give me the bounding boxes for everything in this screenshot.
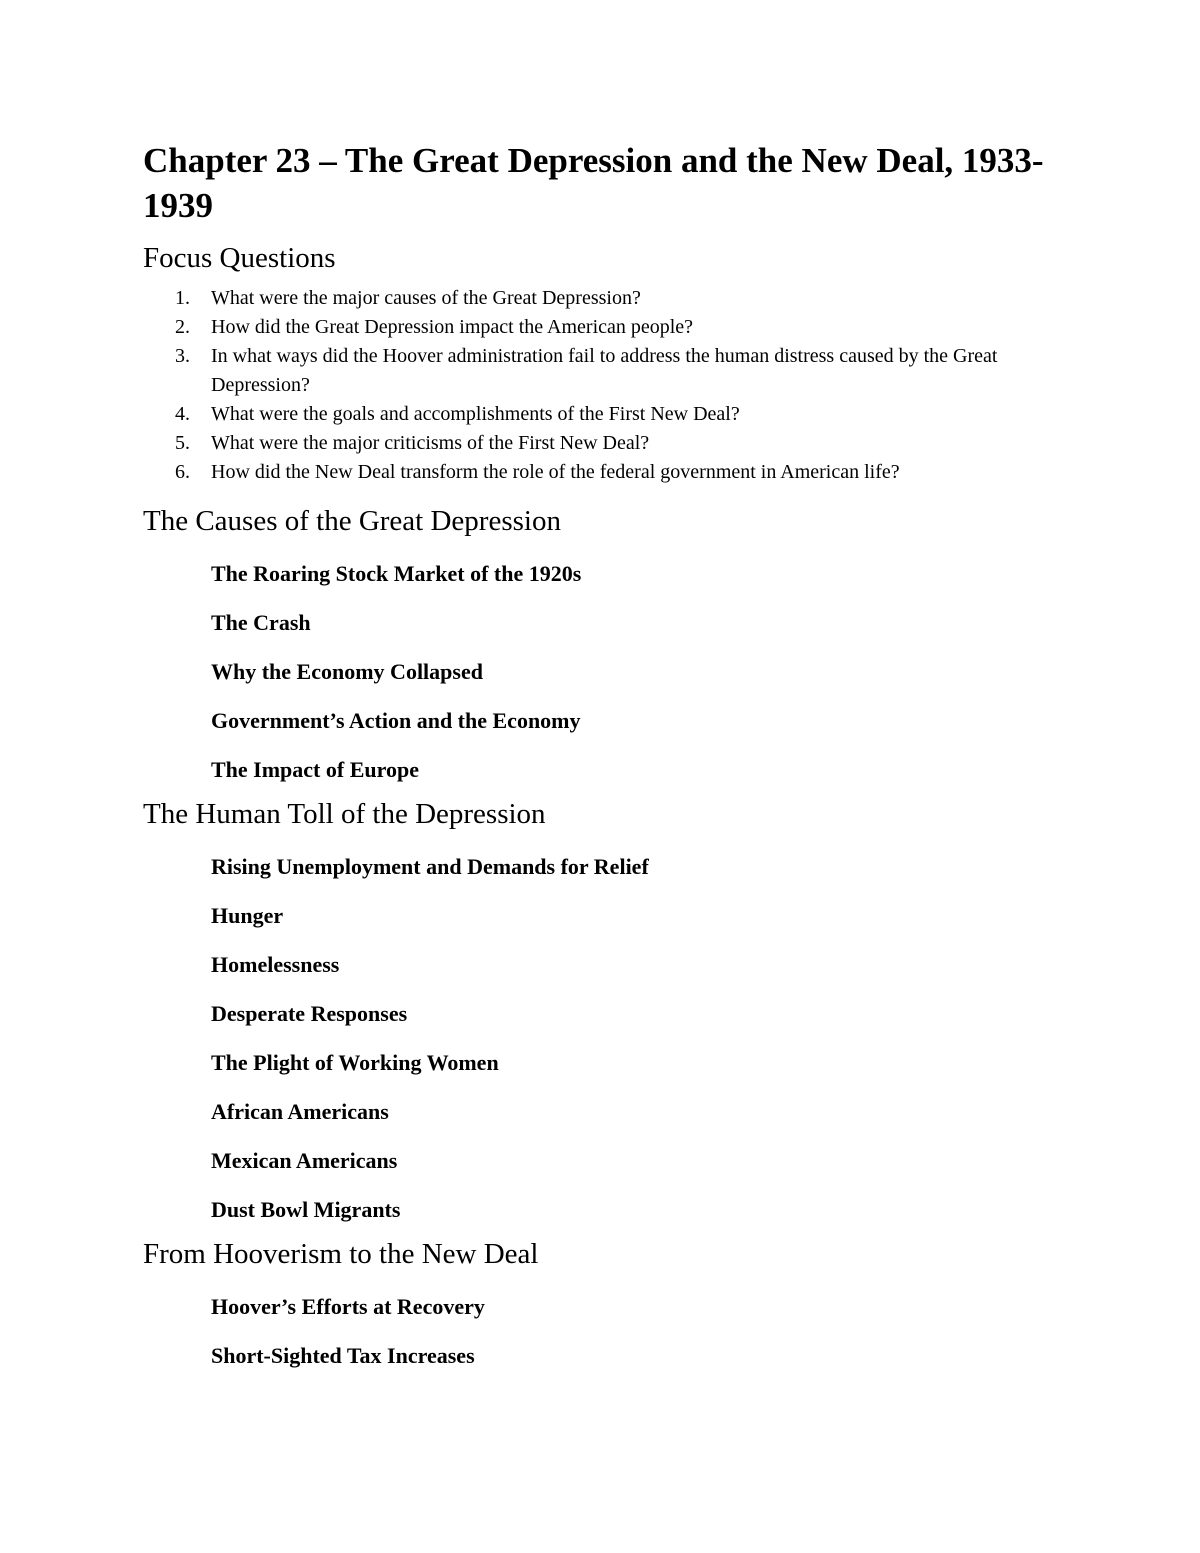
question-text: How did the New Deal transform the role of the federal government in American life? — [211, 461, 900, 483]
subsection-heading: Mexican Americans — [211, 1148, 398, 1173]
section-heading-causes: The Causes of the Great Depression — [143, 505, 561, 537]
focus-question — [143, 284, 1073, 313]
question-number: 5. — [175, 432, 190, 454]
subsection-heading: African Americans — [211, 1099, 389, 1124]
question-text: In what ways did the Hoover administration fail to address the human distress caused by the Great Depression? — [211, 345, 998, 396]
question-number: 6. — [175, 461, 190, 483]
subsection-heading: Dust Bowl Migrants — [211, 1197, 401, 1222]
document-body — [143, 138, 1073, 1370]
section-heading-hooverism: From Hooverism to the New Deal — [143, 1238, 539, 1270]
subsection-heading: Desperate Responses — [211, 1001, 408, 1026]
subsection-heading: Hoover’s Efforts at Recovery — [211, 1294, 485, 1319]
focus-question — [143, 342, 1073, 400]
focus-question — [143, 400, 1073, 429]
subsection-heading: Homelessness — [211, 952, 340, 977]
question-number: 3. — [175, 345, 190, 367]
question-number: 1. — [175, 287, 190, 309]
subsection-heading: The Crash — [211, 610, 311, 635]
focus-questions-list — [143, 284, 1073, 487]
chapter-title: Chapter 23 – The Great Depression and the New Deal, 1933-1939 — [143, 141, 1044, 225]
question-text: What were the major causes of the Great Depression? — [211, 287, 641, 309]
subsection-heading: Government’s Action and the Economy — [211, 708, 581, 733]
question-number: 2. — [175, 316, 190, 338]
subsection-heading: Short-Sighted Tax Increases — [211, 1343, 475, 1368]
subsection-list — [143, 560, 1073, 784]
subsection-heading: Rising Unemployment and Demands for Relief — [211, 854, 649, 879]
focus-question — [143, 429, 1073, 458]
question-text: What were the goals and accomplishments of the First New Deal? — [211, 403, 740, 425]
subsection-list — [143, 853, 1073, 1224]
section-heading-human-toll: The Human Toll of the Depression — [143, 798, 546, 830]
subsection-heading: The Plight of Working Women — [211, 1050, 499, 1075]
question-number: 4. — [175, 403, 190, 425]
focus-question — [143, 313, 1073, 342]
question-text: How did the Great Depression impact the American people? — [211, 316, 694, 338]
subsection-heading: The Impact of Europe — [211, 757, 419, 782]
subsection-heading: Hunger — [211, 903, 284, 928]
subsection-heading: The Roaring Stock Market of the 1920s — [211, 561, 582, 586]
question-text: What were the major criticisms of the First New Deal? — [211, 432, 650, 454]
focus-question — [143, 458, 1073, 487]
subsection-heading: Why the Economy Collapsed — [211, 659, 483, 684]
focus-questions-heading: Focus Questions — [143, 242, 336, 274]
subsection-list — [143, 1293, 1073, 1370]
